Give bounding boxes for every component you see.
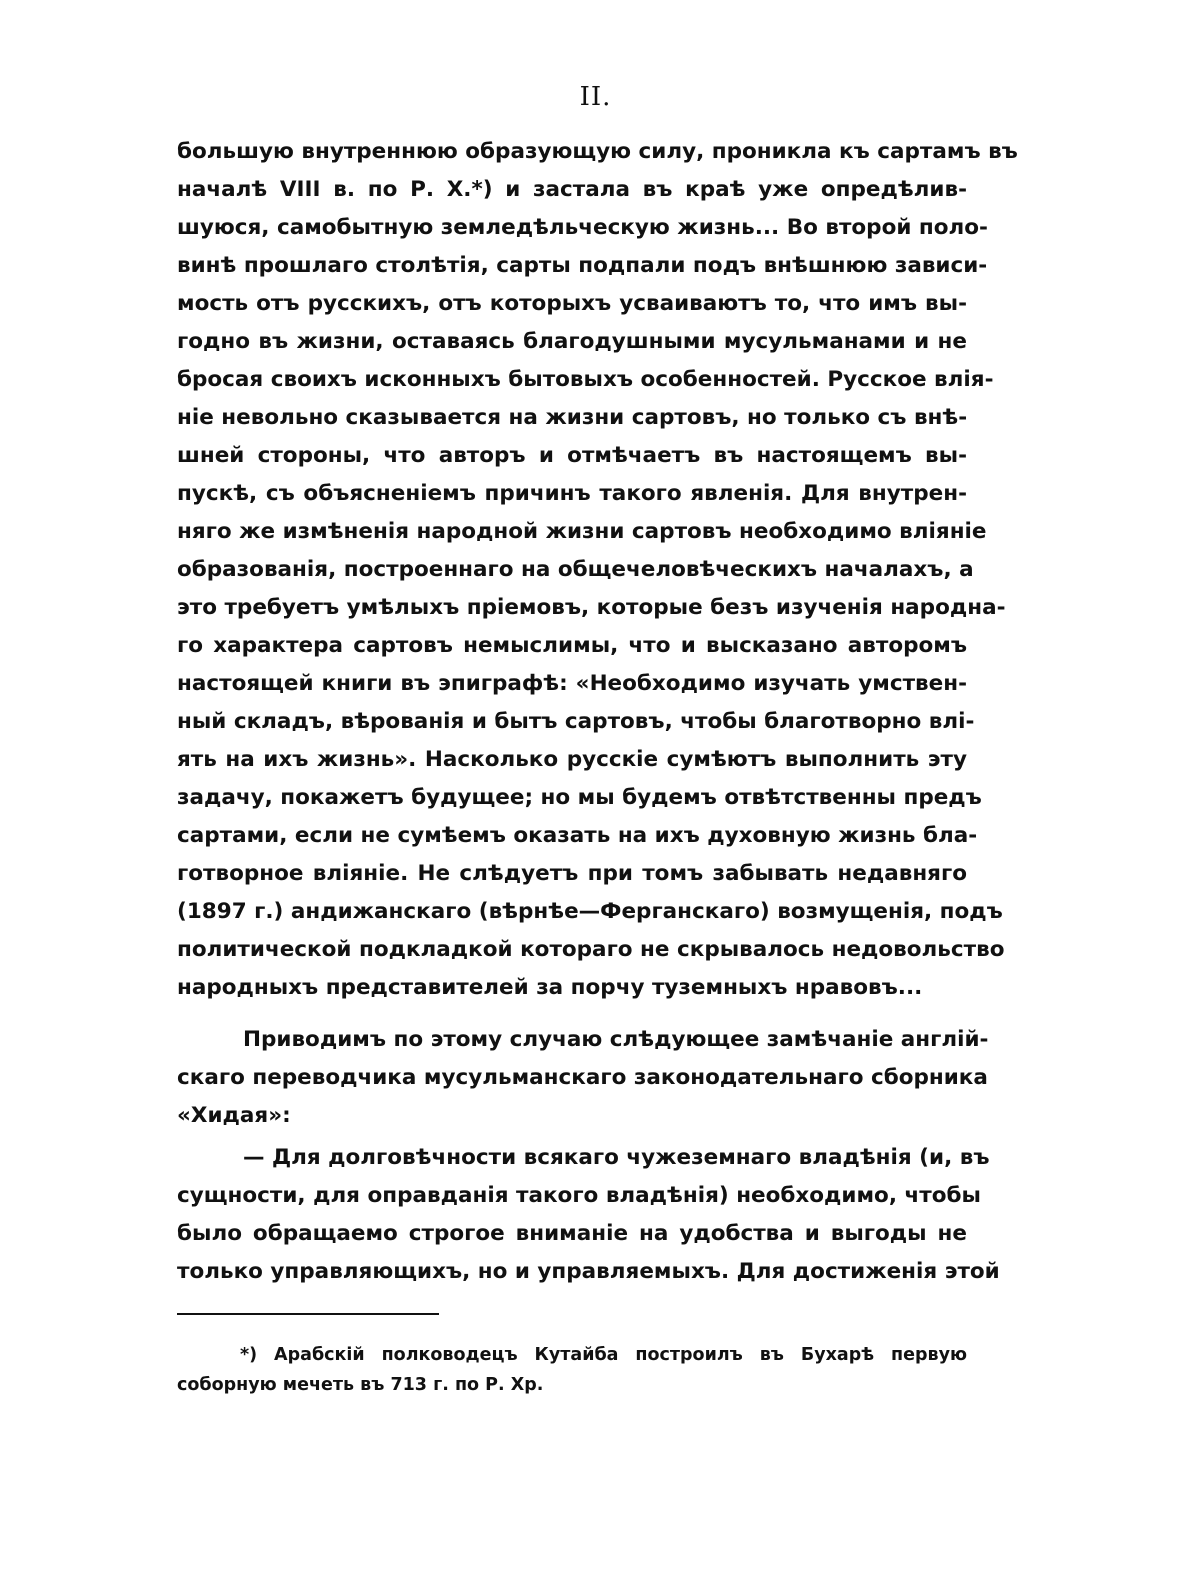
paragraph2-line: «Хидая»:	[177, 1103, 291, 1128]
body-line: ный складъ, вѣрованія и бытъ сартовъ, чтобы благотворно влі-	[177, 709, 975, 734]
body-line: настоящей книги въ эпиграфѣ: «Необходимо изучать умствен-	[177, 671, 967, 696]
body-line: началѣ VIII в. по Р. Х.*) и застала въ краѣ уже опредѣлив-	[177, 177, 967, 202]
body-line: мость отъ русскихъ, отъ которыхъ усваиваютъ то, что имъ вы-	[177, 291, 967, 316]
body-line: шуюся, самобытную земледѣльческую жизнь... Во второй поло-	[177, 215, 988, 240]
paragraph3-line: было обращаемо строгое вниманіе на удобства и выгоды не	[177, 1221, 967, 1246]
paragraph2-line: скаго переводчика мусульманскаго законодательнаго сборника	[177, 1065, 988, 1090]
paragraph3-line: сущности, для оправданія такого владѣнія) необходимо, чтобы	[177, 1183, 981, 1208]
body-line: шней стороны, что авторъ и отмѣчаетъ въ настоящемъ вы-	[177, 443, 967, 468]
paragraph2-line: Приводимъ по этому случаю слѣдующее замѣчаніе англій-	[243, 1027, 989, 1052]
body-line: задачу, покажетъ будущее; но мы будемъ отвѣтственны предъ	[177, 785, 982, 810]
footnote-divider	[177, 1313, 439, 1315]
footnote-line: соборную мечеть въ 713 г. по Р. Хр.	[177, 1375, 544, 1395]
paragraph3-line: только управляющихъ, но и управляемыхъ. Для достиженія этой	[177, 1259, 1000, 1284]
body-line: няго же измѣненія народной жизни сартовъ необходимо вліяніе	[177, 519, 987, 544]
body-line: годно въ жизни, оставаясь благодушными мусульманами и не	[177, 329, 967, 354]
paragraph3-line: — Для долговѣчности всякаго чужеземнаго владѣнія (и, въ	[243, 1145, 990, 1170]
body-line: образованія, построеннаго на общечеловѣческихъ началахъ, а	[177, 557, 974, 582]
footnote-line: *) Арабскій полководецъ Кутайба построилъ въ Бухарѣ первую	[240, 1345, 967, 1365]
body-line: винѣ прошлаго столѣтія, сарты подпали подъ внѣшнюю зависи-	[177, 253, 988, 278]
body-line: (1897 г.) андижанскаго (вѣрнѣе—Ферганскаго) возмущенія, подъ	[177, 899, 1003, 924]
body-line: готворное вліяніе. Не слѣдуетъ при томъ забывать недавняго	[177, 861, 967, 886]
page-number: II.	[579, 82, 612, 112]
body-line: ніе невольно сказывается на жизни сартовъ, но только съ внѣ-	[177, 405, 968, 430]
body-line: сартами, если не сумѣемъ оказать на ихъ духовную жизнь бла-	[177, 823, 978, 848]
body-line: народныхъ представителей за порчу туземныхъ нравовъ...	[177, 975, 923, 1000]
body-line: это требуетъ умѣлыхъ пріемовъ, которые безъ изученія народна-	[177, 595, 1006, 620]
body-line: ять на ихъ жизнь». Насколько русскіе сумѣютъ выполнить эту	[177, 747, 967, 772]
body-line: большую внутреннюю образующую силу, проникла къ сартамъ въ	[177, 139, 1018, 164]
body-line: пускѣ, съ объясненіемъ причинъ такого явленія. Для внутрен-	[177, 481, 967, 506]
body-line: политической подкладкой котораго не скрывалось недовольство	[177, 937, 1005, 962]
body-line: го характера сартовъ немыслимы, что и высказано авторомъ	[177, 633, 967, 658]
body-line: бросая своихъ исконныхъ бытовыхъ особенностей. Русское влія-	[177, 367, 994, 392]
